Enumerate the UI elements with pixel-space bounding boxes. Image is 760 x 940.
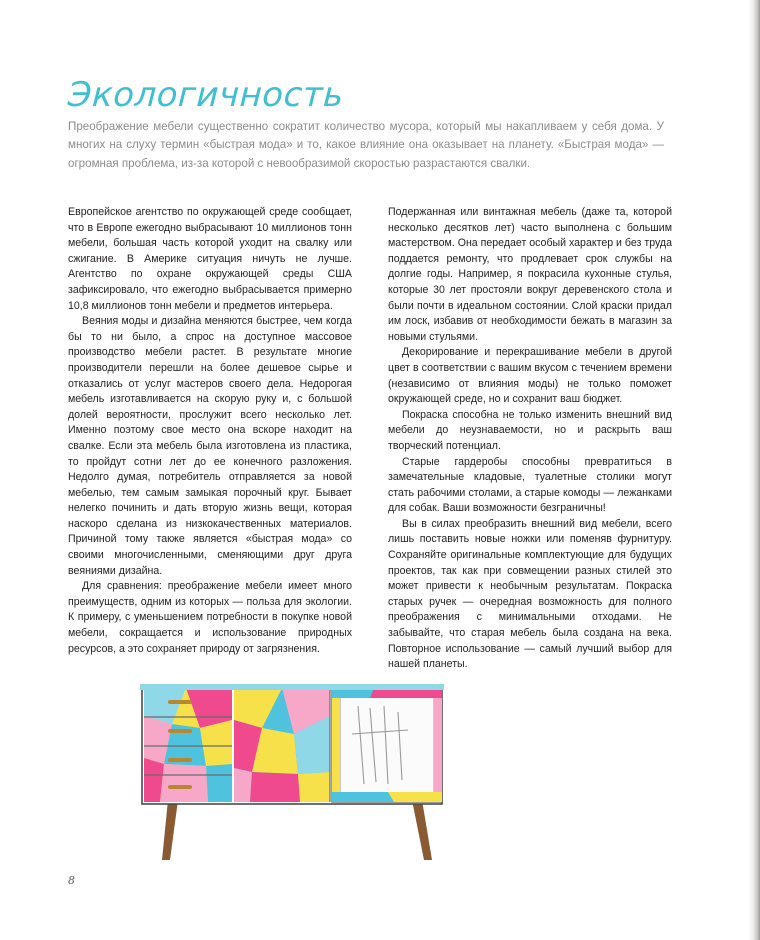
left-column	[68, 205, 352, 673]
right-column	[388, 205, 672, 673]
page-edge-shadow	[748, 0, 760, 940]
two-column-body	[68, 205, 672, 673]
paragraph: Вы в силах преобразить внешний вид мебели, всего лишь поставить новые ножки или поменяв фурнитуру. Сохраняйте оригинальные комплектующие для будущих проектов, так как при совмещении разных стилей это может привести к необычным результатам. Покраска старых ручек — очередная возможность для полного преображения с минимальными отходами. Не забывайте, что старая мебель была создана на века. Повторное использование — самый лучший выбор для нашей планеты.	[388, 517, 672, 671]
page-title: Экологичность	[66, 74, 345, 115]
paragraph: Европейское агентство по окружающей среде сообщает, что в Европе ежегодно выбрасывают 10 миллионов тонн мебели, большая часть которой уходит на свалку или сжигание. В Америке ситуация ничуть не лучше. Агентство по охране окружающей среды США зафиксировало, что ежегодно выбрасывается примерно 10,8 миллионов тонн мебели и предметов интерьера.	[68, 206, 352, 312]
paragraph: Покраска способна не только изменить внешний вид мебели до неузнаваемости, но и раскрыть ваш творческий потенциал.	[388, 408, 672, 452]
page-number: 8	[68, 874, 75, 887]
paragraph: Декорирование и перекрашивание мебели в другой цвет в соответствии с вашим вкусом с течением времени (независимо от влияния моды) не только поможет окружающей среде, но и сохранит ваш бюджет.	[388, 346, 672, 406]
painted-sideboard-illustration	[112, 672, 502, 862]
paragraph: Старые гардеробы способны превратиться в замечательные кладовые, туалетные столики могут стать рабочими столами, а старые комоды — лежанками для собак. Ваши возможности безграничны!	[388, 455, 672, 515]
paragraph: Для сравнения: преображение мебели имеет много преимуществ, одним из которых — польза для экологии. К примеру, с уменьшением потребности в покупке новой мебели, сокращается и использование природных ресурсов, а это сохраняет природу от загрязнения.	[68, 580, 352, 655]
lede-paragraph: Преображение мебели существенно сократит количество мусора, который мы накапливаем у себя дома. У многих на слуху термин «быстрая мода» и то, какое влияние она оказывает на планету. «Быстрая мода» — огромная проблема, из-за которой с невообразимой скоростью разрастаются свалки.	[68, 120, 664, 170]
paragraph: Веяния моды и дизайна меняются быстрее, чем когда бы то ни было, а спрос на доступное массовое производство мебели растет. В результате многие производители перешли на более дешевое сырье и отказались от услуг мастеров своего дела. Недорогая мебель изготавливается на скорую руку и, с большой долей вероятности, прослужит всего несколько лет. Именно поэтому свое место она вскоре находит на свалке. Если эта мебель была изготовлена из пластика, то пройдут сотни лет до ее конечного разложения. Недолго думая, потребитель отправляется за новой мебелью, тем самым замыкая порочный круг. Бывает нелегко починить и дать вторую жизнь вещи, которая наскоро сделана из низкокачественных материалов. Причиной тому также является «быстрая мода» со своими многочисленными, сменяющими друг друга веяниями дизайна.	[68, 315, 352, 577]
paragraph: Подержанная или винтажная мебель (даже та, которой несколько десятков лет) часто выполнена с большим мастерством. Она передает особый характер и без труда поддается ремонту, что продлевает срок службы на долгие годы. Например, я покрасила кухонные стулья, которые 30 лет простояли вокруг деревенского стола и были почти в идеальном состоянии. Слой краски придал им лоск, избавив от необходимости бежать в магазин за новыми стульями.	[388, 206, 672, 343]
